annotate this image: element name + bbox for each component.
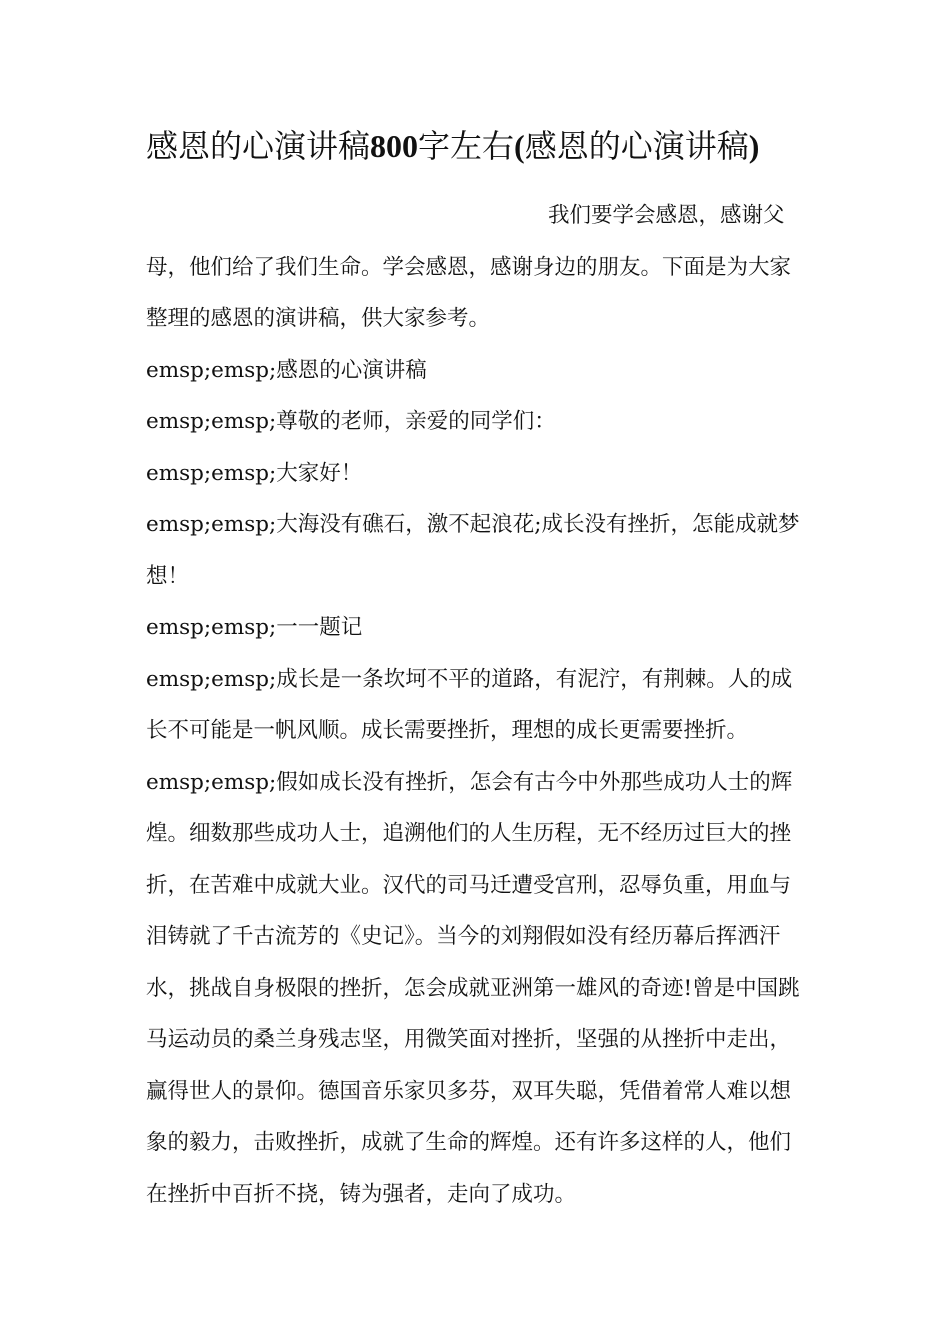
paragraph-greeting: emsp;emsp;大家好！	[146, 460, 363, 486]
intro-paragraph: 我们要学会感恩，感谢父母，他们给了我们生命。学会感恩，感谢身边的朋友。下面是为大家整理的感恩的演讲稿，供大家参考。	[146, 203, 792, 331]
paragraph-growth: emsp;emsp;成长是一条坎坷不平的道路，有泥泞，有荆棘。人的成长不可能是一帆风顺。成长需要挫折，理想的成长更需要挫折。	[146, 666, 793, 743]
document-body	[146, 190, 802, 1220]
paragraph-epigraph: emsp;emsp;大海没有礁石，激不起浪花;成长没有挫折，怎能成就梦想！	[146, 512, 800, 589]
paragraph-examples: emsp;emsp;假如成长没有挫折，怎会有古今中外那些成功人士的辉煌。细数那些成功人士，追溯他们的人生历程，无不经历过巨大的挫折，在苦难中成就大业。汉代的司马迁遭受宫刑，忍辱负重，用血与泪铸就了千古流芳的《史记》。当今的刘翔假如没有经历幕后挥洒汗水，挑战自身极限的挫折，怎会成就亚洲第一雄风的奇迹!曾是中国跳马运动员的桑兰身残志坚，用微笑面对挫折，坚强的从挫折中走出，赢得世人的景仰。德国音乐家贝多芬，双耳失聪，凭借着常人难以想象的毅力，击败挫折，成就了生命的辉煌。还有许多这样的人，他们在挫折中百折不挠，铸为强者，走向了成功。	[146, 769, 800, 1207]
title-text-1: 感恩的心演讲稿	[146, 127, 371, 165]
paragraph-salutation: emsp;emsp;尊敬的老师，亲爱的同学们：	[146, 409, 556, 434]
title-number: 800	[370, 128, 419, 164]
paragraph-speech-title: emsp;emsp;感恩的心演讲稿	[146, 357, 427, 383]
title-text-3: 感恩的心演讲稿	[524, 127, 749, 165]
paragraph-epigraph-source: emsp;emsp;一一题记	[146, 615, 363, 640]
document-title	[146, 120, 826, 172]
title-open-paren: (	[514, 128, 525, 164]
title-text-2: 字左右	[418, 127, 515, 165]
title-close-paren: )	[748, 128, 760, 164]
